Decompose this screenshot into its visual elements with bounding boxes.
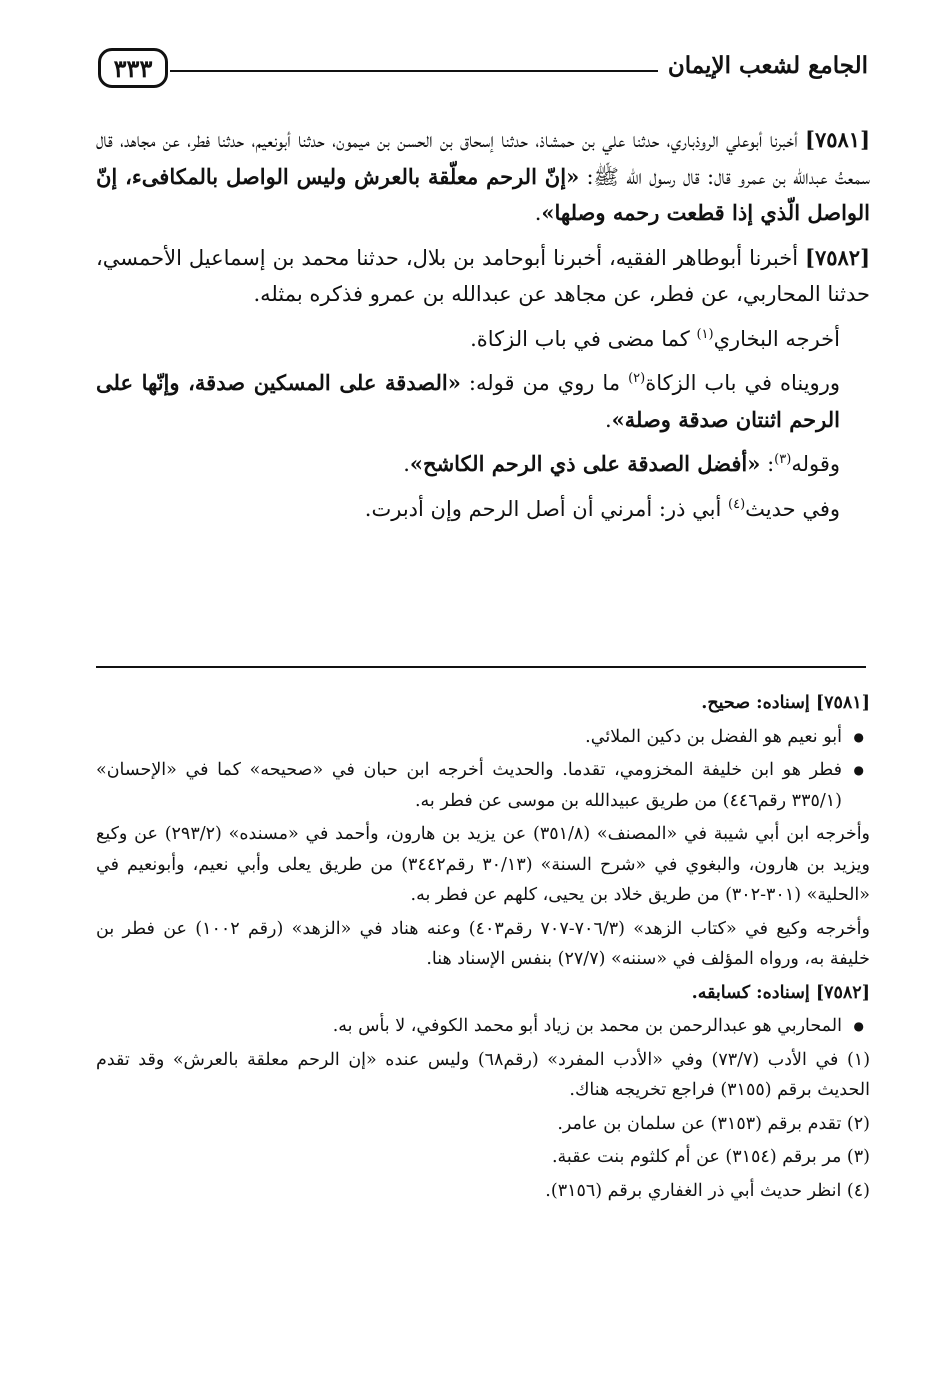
hadith-text: أخبرنا أبوطاهر الفقيه، أخبرنا أبوحامد بن بلال، حدثنا محمد بن إسماعيل الأحمسي، حدثنا المحاربي، عن فطر، عن مجاهد عن عبدالله بن عمرو فذكره بمثله. [96, 245, 870, 306]
note-paragraph: وأخرجه وكيع في «كتاب الزهد» (٧٠٦/٣-٧٠٧ رقم٤٠٣) وعنه هناد في «الزهد» (رقم ١٠٠٢) عن فطر بن خليفة به، ورواه المؤلف في «سننه» (٢٧/٧) بنفس الإسناد هنا. [96, 918, 870, 969]
running-title: الجامع لشعب الإيمان [667, 52, 868, 79]
paragraph-zakat: ورويناه في باب الزكاة$^{(٢)}$ ما روي من قوله: «الصدقة على المسكين صدقة، وإنّها على الرحم اثنتان صدقة وصلة». [96, 370, 840, 432]
footnote-separator [96, 666, 866, 668]
page-number-box: ٣٣٣ [98, 48, 168, 88]
footnote-1: (١) في الأدب (٧٣/٧) وفي «الأدب المفرد» (رقم٦٨) وليس عنده «إن الرحم معلقة بالعرش» وقد تقدم الحديث برقم (٣١٥٥) فراجع تخريجه هناك. [96, 1049, 871, 1100]
paragraph-qawl: وقوله$^{(٣)}$: «أفضل الصدقة على ذي الرحم الكاشح». [403, 451, 840, 476]
main-text [96, 122, 870, 535]
footnote-2: (٢) تقدم برقم (٣١٥٣) عن سلمان بن عامر. [557, 1113, 870, 1134]
footnote-4: (٤) انظر حديث أبي ذر الغفاري برقم (٣١٥٦). [545, 1180, 870, 1201]
hadith-number: [٧٥٨٢] [805, 244, 870, 270]
footnote-3: (٣) مر برقم (٣١٥٤) عن أم كلثوم بنت عقبة. [551, 1147, 870, 1167]
paragraph-hadith-abi-dharr: وفي حديث$^{(٤)}$ أبي ذر: أمرني أن أصل الرحم وإن أدبرت. [364, 496, 840, 521]
footnote-ref[interactable]: (٤) [728, 496, 746, 512]
hadith-7581: [٧٥٨١] أخبرنا أبوعلي الروذباري، حدثنا علي بن حمشاذ، حدثنا إسحاق بن الحسن بن ميمون، حدثنا أبونعيم، حدثنا فطر، عن مجاهد، قال سمعتُ عبدالله بن عمرو قال: قال رسول الله ﷺ: «إنّ الرحم معلّقة بالعرش وليس الواصل بالمكافىء، إنّ الواصل الّذي إذا قطعت رحمه وصلها». [96, 127, 871, 225]
note-7581-heading: [٧٥٨١] إسناده: صحيح. [701, 693, 870, 713]
hadith-isnad: أخبرنا أبوعلي الروذباري، حدثنا علي بن حمشاذ، حدثنا إسحاق بن الحسن بن ميمون، حدثنا أبونعيم، حدثنا فطر، عن مجاهد، قال سمعتُ عبدالله بن عمرو قال: قال رسول الله ﷺ: [96, 128, 871, 189]
hadith-number: [٧٥٨١] [805, 127, 870, 152]
note-bullet: ● فطر هو ابن خليفة المخزومي، تقدما. والحديث أخرجه ابن حبان في «صحيحه» كما في «الإحسان» (٣٣٥/١ رقم٤٤٦) من طريق عبيدالله بن موسى عن فطر به. [96, 755, 870, 816]
note-paragraph: وأخرجه ابن أبي شيبة في «المصنف» (٣٥١/٨) عن يزيد بن هارون، وأحمد في «مسنده» (٢٩٣/٢) عن وكيع ويزيد بن هارون، والبغوي في «شرح السنة» (٣٠/١٣ رقم٣٤٤٢) من طريق يعلى وأبي نعيم، وأبونعيم في «الحلية» (٣٠١-٣٠٢) من طريق خلاد بن يحيى، كلهم عن فطر به. [96, 824, 871, 905]
note-bullet: ● المحاربي هو عبدالرحمن بن محمد بن زياد أبو محمد الكوفي، لا بأس به. [96, 1011, 870, 1042]
page-header [98, 48, 868, 96]
hadith-matn: «إنّ الرحم معلّقة بالعرش وليس الواصل بالمكافىء، إنّ الواصل الّذي إذا قطعت رحمه وصلها» [96, 163, 870, 225]
footnote-ref[interactable]: (٣) [774, 452, 792, 467]
footnote-ref[interactable]: (١) [696, 326, 714, 342]
paragraph-bukhari: أخرجه البخاري$^{(١)}$ كما مضى في باب الزكاة. [470, 326, 840, 351]
footnote-ref[interactable]: (٢) [628, 371, 646, 386]
header-rule [170, 70, 658, 72]
note-bullet: ● أبو نعيم هو الفضل بن دكين الملائي. [96, 722, 870, 753]
hadith-7582 [96, 240, 870, 313]
note-7582-heading: [٧٥٨٢] إسناده: كسابقه. [691, 982, 870, 1003]
footnotes [96, 688, 870, 1209]
